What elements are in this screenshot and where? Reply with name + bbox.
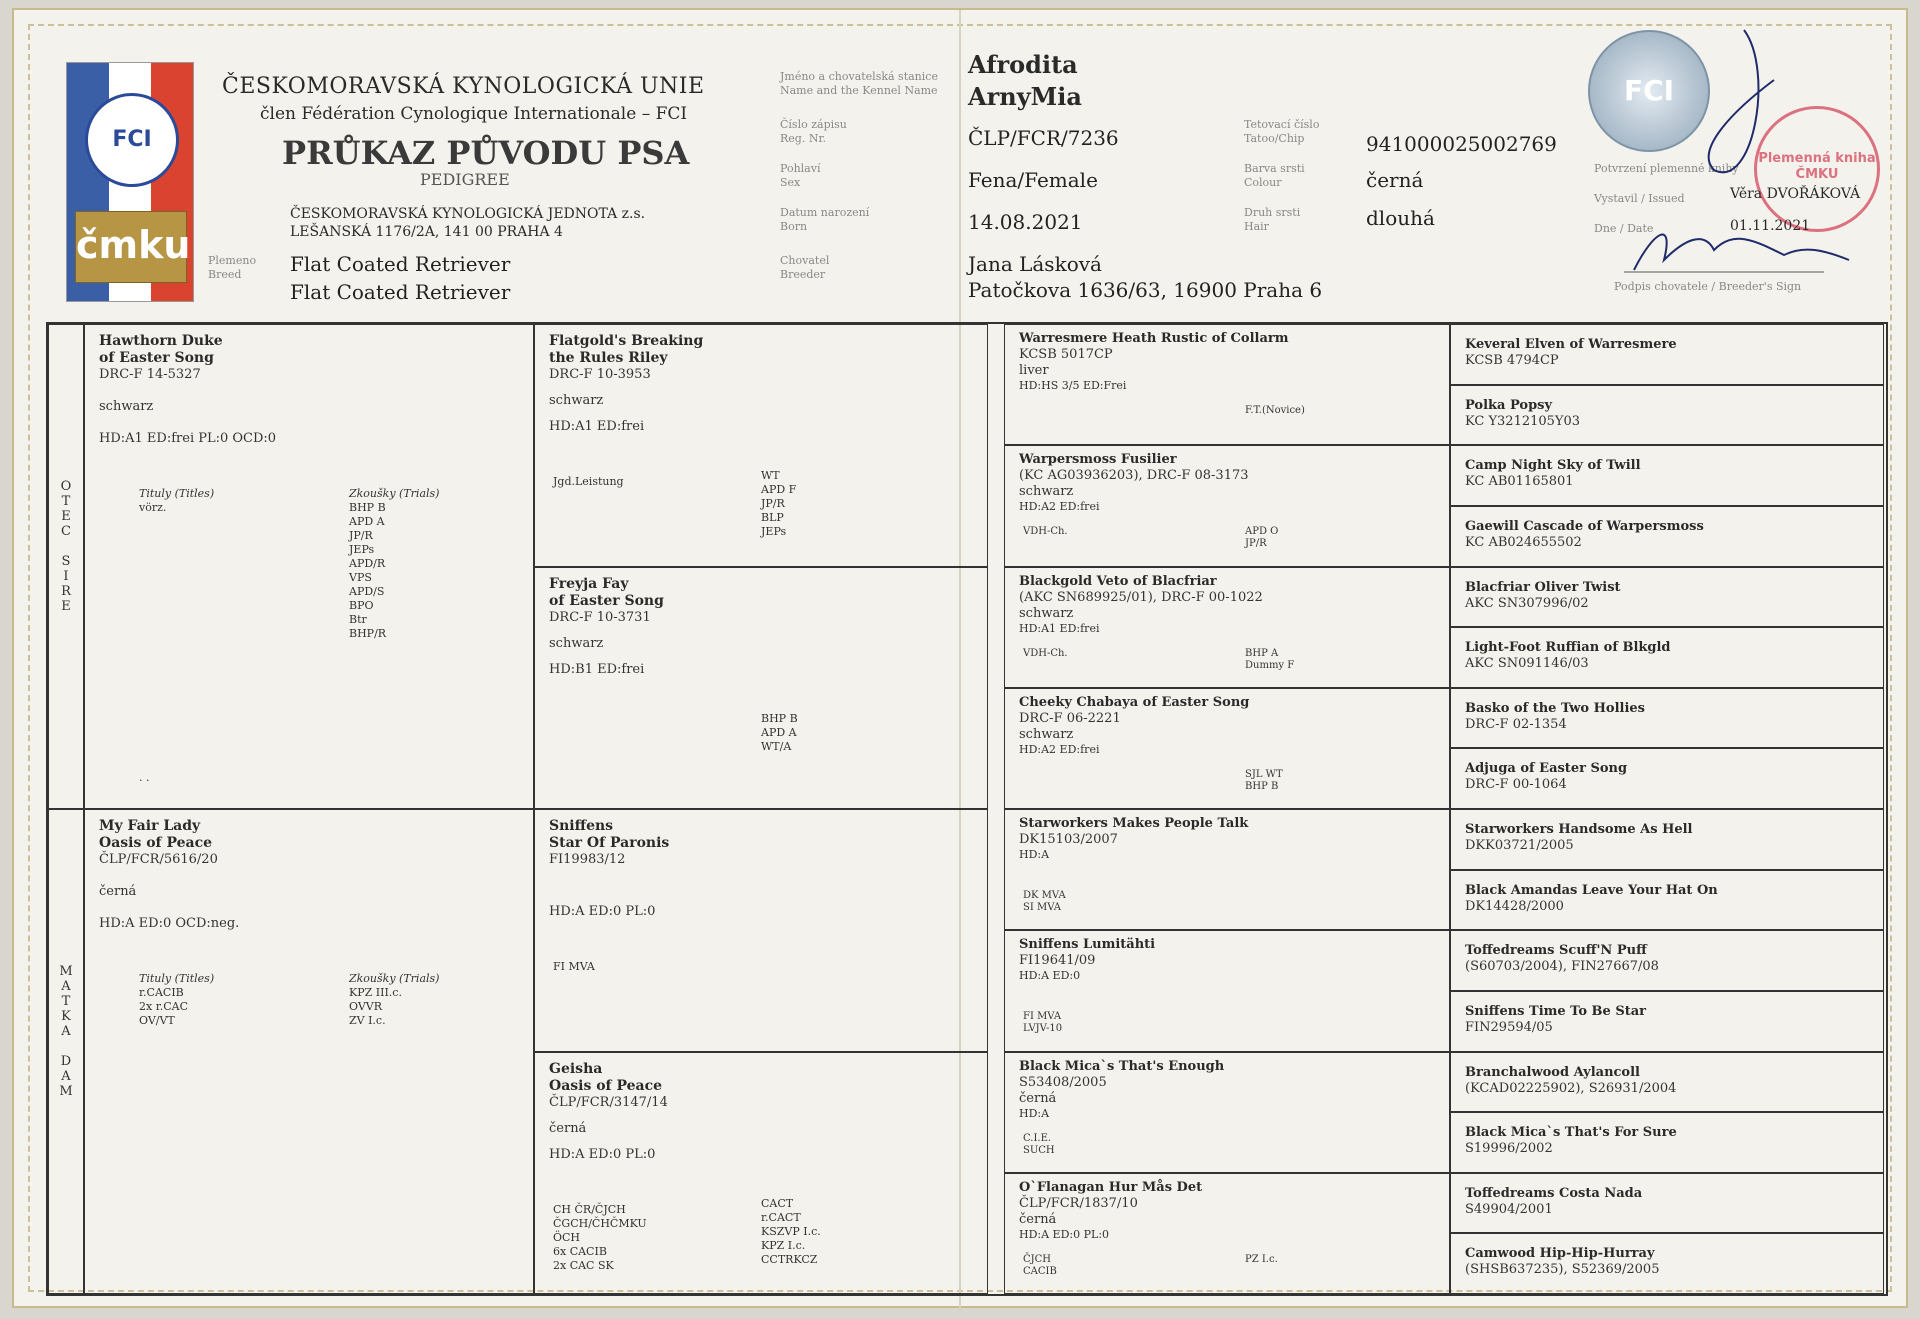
gen3-content (1019, 1180, 1441, 1242)
gen4-name: Keveral Elven of Warresmere (1465, 337, 1677, 352)
gen4-reg: KCSB 4794CP (1465, 353, 1559, 368)
gen3-right: PZ I.c. (1245, 1253, 1278, 1265)
gen4-content (1465, 943, 1875, 975)
gen3-colour: černá (1019, 1090, 1057, 1106)
dog-name-line1: Afrodita (968, 50, 1078, 79)
page-subtitle: PEDIGREE (420, 170, 510, 189)
label-born-cz: Datum narození (780, 206, 870, 219)
gen2-cell (534, 567, 988, 810)
gen4-content (1465, 458, 1875, 490)
gen2-reg: DRC-F 10-3731 (549, 609, 651, 625)
label-hair-cz: Druh srsti (1244, 206, 1301, 219)
gen4-name: Light-Foot Ruffian of Blkgld (1465, 640, 1671, 656)
gen2-cell (534, 809, 988, 1052)
gen2-colour: černá (549, 1120, 587, 1136)
gen3-cell (1004, 324, 1450, 445)
gen4-reg: S49904/2001 (1465, 1201, 1553, 1217)
gen3-reg: (KC AG03936203), DRC-F 08-3173 (1019, 468, 1249, 484)
gen4-name: Toffedreams Costa Nada (1465, 1185, 1643, 1201)
gen3-right: SJL WT BHP B (1245, 768, 1283, 792)
gen3-colour: schwarz (1019, 484, 1074, 500)
gen4-cell (1450, 1052, 1884, 1113)
gen3-content (1019, 937, 1441, 983)
gen4-name: Basko of the Two Hollies (1465, 700, 1645, 716)
stud-book-stamp: Plemenná kniha ČMKU (1754, 106, 1880, 232)
gen2-content (549, 1061, 979, 1163)
gen2-content (549, 333, 979, 435)
gen4-name: Camp Night Sky of Twill (1465, 458, 1641, 474)
label-issued: Vystavil / Issued (1594, 192, 1685, 205)
breeder-name: Jana Lásková (968, 252, 1102, 276)
gen4-reg: KC Y3212105Y03 (1465, 413, 1581, 429)
gen3-name: Starworkers Makes People Talk (1019, 816, 1249, 831)
gen4-cell (1450, 688, 1884, 749)
gen4-cell (1450, 567, 1884, 628)
gen3-colour: schwarz (1019, 605, 1074, 621)
gen2-cell (534, 324, 988, 567)
label-reg-en: Reg. Nr. (780, 132, 826, 145)
gen4-name: Black Amandas Leave Your Hat On (1465, 882, 1718, 898)
gen2-health: HD:A ED:0 PL:0 (549, 1146, 656, 1162)
gen4-cell (1450, 930, 1884, 991)
gen3-cell (1004, 1173, 1450, 1294)
gen4-reg: (S60703/2004), FIN27667/08 (1465, 959, 1659, 975)
gen3-right: F.T.(Novice) (1245, 405, 1305, 416)
gen4-reg: (SHSB637235), S52369/2005 (1465, 1262, 1660, 1278)
gen2-name: Freyja Fay of Easter Song (549, 575, 664, 609)
page-title: PRŮKAZ PŮVODU PSA (282, 134, 690, 172)
gen4-content (1465, 1246, 1875, 1278)
gen4-cell (1450, 809, 1884, 870)
gen3-left: ČJCH CACIB (1023, 1253, 1057, 1277)
gen3-health: HD:A2 ED:frei (1019, 500, 1100, 514)
gen4-content (1465, 580, 1875, 612)
gen1-sire-cell: Hawthorn Duke of Easter Song DRC-F 14-5327 schwarz HD:A1 ED:frei PL:0 OCD:0 Tituly (Titles) vörz. Zkoušky (Trials) BHP B APD A JP/R JEPs APD/R VPS APD/S BPO Btr BHP/R . . (84, 324, 534, 809)
gen4-cell (1450, 991, 1884, 1052)
breed-value-2: Flat Coated Retriever (290, 280, 511, 304)
gen2-right: WT APD F JP/R BLP JEPs (761, 469, 797, 538)
breed-label-cz: Plemeno (208, 254, 257, 267)
gen3-name: Cheeky Chabaya of Easter Song (1019, 694, 1250, 710)
label-name-cz: Jméno a chovatelská stanice (780, 70, 938, 83)
gen3-health: HD:HS 3/5 ED:Frei (1019, 379, 1127, 392)
pedigree-document (12, 8, 1908, 1308)
gen4-reg: (KCAD02225902), S26931/2004 (1465, 1080, 1677, 1096)
gen3-name: Black Mica`s That's Enough (1019, 1058, 1225, 1074)
gen4-content (1465, 1186, 1875, 1218)
gen1-sire-name: Hawthorn Duke of Easter Song (99, 333, 223, 366)
cmku-mark: čmku (75, 211, 187, 283)
gen3-name: Warpersmoss Fusilier (1019, 452, 1177, 468)
org-member: člen Fédération Cynologique Internationale – FCI (260, 104, 688, 124)
gen2-right: BHP B APD A WT/A (761, 711, 798, 753)
gen3-cell (1004, 809, 1450, 930)
gen4-cell (1450, 748, 1884, 809)
gen4-name: Sniffens Time To Be Star (1465, 1003, 1647, 1019)
gen4-cell (1450, 324, 1884, 385)
gen4-content (1465, 337, 1875, 369)
gen3-left: VDH-Ch. (1023, 647, 1068, 659)
gen3-content (1019, 452, 1441, 514)
gen4-content (1465, 398, 1875, 430)
gen3-health: HD:A ED:0 (1019, 969, 1081, 983)
gen4-content (1465, 761, 1875, 793)
gen2-colour (549, 878, 979, 894)
gen3-content (1019, 574, 1441, 636)
gen3-content (1019, 1059, 1441, 1121)
dog-chip: 941000025002769 (1366, 132, 1557, 156)
gen3-reg: ČLP/FCR/1837/10 (1019, 1195, 1138, 1211)
breed-label-en: Breed (208, 268, 242, 281)
gen2-reg: FI19983/12 (549, 852, 626, 867)
gen3-reg: DRC-F 06-2221 (1019, 710, 1121, 726)
gen3-cell (1004, 1052, 1450, 1173)
label-breeder-en: Breeder (780, 268, 826, 281)
gen2-content (549, 818, 979, 920)
gen3-name: Sniffens Lumitähti (1019, 937, 1156, 953)
gen3-content (1019, 331, 1441, 393)
gen4-reg: DKK03721/2005 (1465, 838, 1574, 853)
gen3-health: HD:A1 ED:frei (1019, 621, 1100, 635)
pedigree-table (46, 322, 1888, 1296)
gen3-reg: (AKC SN689925/01), DRC-F 00-1022 (1019, 589, 1263, 605)
label-colour-cz: Barva srsti (1244, 162, 1305, 175)
org-name: ČESKOMORAVSKÁ KYNOLOGICKÁ UNIE (222, 74, 705, 99)
label-reg-cz: Číslo zápisu (780, 118, 847, 131)
gen4-name: Blacfriar Oliver Twist (1465, 579, 1621, 595)
gen1-dam-name: My Fair Lady Oasis of Peace (99, 818, 213, 851)
issuer-line2: LEŠANSKÁ 1176/2A, 141 00 PRAHA 4 (290, 224, 563, 240)
gen4-cell (1450, 506, 1884, 567)
label-hair-en: Hair (1244, 220, 1269, 233)
gen4-name: Branchalwood Aylancoll (1465, 1064, 1640, 1080)
gen4-content (1465, 822, 1875, 854)
gen2-left: Jgd.Leistung (553, 475, 624, 488)
gen2-reg: ČLP/FCR/3147/14 (549, 1094, 668, 1110)
gen3-right: APD O JP/R (1245, 526, 1279, 550)
issuer-line1: ČESKOMORAVSKÁ KYNOLOGICKÁ JEDNOTA z.s. (290, 206, 646, 222)
gen3-left: FI MVA LVJV-10 (1023, 1011, 1063, 1035)
gen4-name: Adjuga of Easter Song (1465, 761, 1628, 777)
gen3-cell (1004, 930, 1450, 1051)
label-confirm: Potvrzení plemenné knihy (1594, 162, 1739, 175)
gen2-health: HD:A ED:0 PL:0 (549, 904, 656, 919)
gen4-content (1465, 640, 1875, 672)
label-tattoo-en: Tatoo/Chip (1244, 132, 1305, 145)
gen3-content (1019, 816, 1441, 862)
gen3-cell (1004, 688, 1450, 809)
label-name-en: Name and the Kennel Name (780, 84, 938, 97)
label-sex-cz: Pohlaví (780, 162, 821, 175)
gen3-colour: liver (1019, 363, 1049, 378)
gen4-cell (1450, 445, 1884, 506)
gen3-reg: DK15103/2007 (1019, 832, 1118, 847)
gen3-reg: KCSB 5017CP (1019, 347, 1113, 362)
dog-born: 14.08.2021 (968, 210, 1083, 234)
gen4-cell (1450, 627, 1884, 688)
gen2-health: HD:B1 ED:frei (549, 661, 645, 677)
gen2-cell (534, 1052, 988, 1295)
label-tattoo-cz: Tetovací číslo (1244, 118, 1320, 131)
dog-name-line2: ArnyMia (968, 82, 1082, 111)
gen2-colour: schwarz (549, 635, 604, 651)
gen3-left: VDH-Ch. (1023, 526, 1068, 538)
label-date: Dne / Date (1594, 222, 1654, 235)
gen3-name: Blackgold Veto of Blacfriar (1019, 573, 1217, 589)
gen4-cell (1450, 1112, 1884, 1173)
fci-hologram-seal: FCI (1588, 30, 1710, 152)
gen3-health: HD:A ED:0 PL:0 (1019, 1227, 1110, 1241)
dog-hair: dlouhá (1366, 206, 1435, 230)
gen4-content (1465, 519, 1875, 551)
gen3-cell (1004, 567, 1450, 688)
gen3-health: HD:A (1019, 848, 1050, 861)
sire-side-label: O T E C S I R E (60, 479, 72, 614)
label-breeder-sign: Podpis chovatele / Breeder's Sign (1614, 280, 1802, 293)
gen2-name: Geisha Oasis of Peace (549, 1060, 663, 1094)
breed-value-1: Flat Coated Retriever (290, 252, 511, 276)
issuer-name: Věra DVOŘÁKOVÁ (1730, 186, 1861, 202)
gen4-cell (1450, 385, 1884, 446)
cmku-logo (66, 62, 194, 302)
gen4-name: Black Mica`s That's For Sure (1465, 1125, 1677, 1141)
gen4-name: Gaewill Cascade of Warpersmoss (1465, 518, 1704, 534)
gen3-reg: S53408/2005 (1019, 1074, 1107, 1090)
gen4-content (1465, 1065, 1875, 1097)
gen4-content (1465, 883, 1875, 915)
gen3-cell (1004, 445, 1450, 566)
gen2-health: HD:A1 ED:frei (549, 419, 645, 434)
gen4-reg: KC AB01165801 (1465, 474, 1574, 490)
gen4-content (1465, 701, 1875, 733)
gen3-health: HD:A2 ED:frei (1019, 742, 1100, 756)
gen4-cell (1450, 870, 1884, 931)
gen3-name: O`Flanagan Hur Mås Det (1019, 1179, 1203, 1195)
issue-date: 01.11.2021 (1730, 218, 1811, 234)
gen4-reg: DRC-F 00-1064 (1465, 777, 1567, 793)
gen3-colour: schwarz (1019, 726, 1074, 742)
gen4-reg: DK14428/2000 (1465, 898, 1564, 914)
gen2-content (549, 576, 979, 678)
gen4-name: Camwood Hip-Hip-Hurray (1465, 1246, 1655, 1262)
gen4-content (1465, 1004, 1875, 1036)
dog-colour: černá (1366, 168, 1424, 192)
breeder-signature (1624, 10, 1864, 280)
gen1-dam-cell: My Fair Lady Oasis of Peace ČLP/FCR/5616/20 černá HD:A ED:0 OCD:neg. Tituly (Titles) r.CACIB 2x r.CAC OV/VT Zkoušky (Trials) KPZ III.c. OVVR ZV I.c. (84, 809, 534, 1294)
breeder-address: Patočkova 1636/63, 16900 Praha 6 (968, 278, 1323, 302)
gen4-cell (1450, 1233, 1884, 1294)
gen3-health: HD:A (1019, 1106, 1050, 1120)
gen4-reg: KC AB024655502 (1465, 534, 1582, 550)
gen3-colour: černá (1019, 1211, 1057, 1227)
gen2-name: Sniffens Star Of Paronis (549, 818, 670, 851)
gen4-cell (1450, 1173, 1884, 1234)
dam-side-label: M A T K A D A M (59, 964, 73, 1099)
gen2-colour: schwarz (549, 393, 604, 408)
dog-sex: Fena/Female (968, 168, 1098, 192)
gen2-left: FI MVA (553, 960, 595, 973)
label-sex-en: Sex (780, 176, 801, 189)
gen4-reg: S19996/2002 (1465, 1141, 1553, 1157)
gen2-left: CH ČR/ČJCH ČGCH/ČHČMKU ÖCH 6x CACIB 2x CAC SK (553, 1202, 647, 1272)
gen3-reg: FI19641/09 (1019, 953, 1096, 969)
gen4-name: Polka Popsy (1465, 397, 1553, 413)
gen3-content (1019, 695, 1441, 757)
label-colour-en: Colour (1244, 176, 1282, 189)
gen2-name: Flatgold's Breaking the Rules Riley (549, 333, 704, 366)
fci-emblem: FCI (85, 93, 179, 187)
gen3-left: C.I.E. SUCH (1023, 1132, 1055, 1156)
gen2-reg: DRC-F 10-3953 (549, 367, 651, 382)
gen4-reg: AKC SN091146/03 (1465, 656, 1589, 672)
label-breeder-cz: Chovatel (780, 254, 830, 267)
gen4-reg: DRC-F 02-1354 (1465, 716, 1567, 732)
gen4-name: Starworkers Handsome As Hell (1465, 822, 1693, 837)
gen2-right: CACT r.CACT KSZVP I.c. KPZ I.c. CCTRKCZ (761, 1196, 821, 1266)
gen4-reg: FIN29594/05 (1465, 1019, 1553, 1035)
gen3-left: DK MVA SI MVA (1023, 890, 1066, 913)
gen4-name: Toffedreams Scuff'N Puff (1465, 943, 1647, 959)
label-born-en: Born (780, 220, 808, 233)
gen3-name: Warresmere Heath Rustic of Collarm (1019, 331, 1289, 346)
gen4-content (1465, 1125, 1875, 1157)
dog-reg-number: ČLP/FCR/7236 (968, 126, 1119, 150)
gen4-reg: AKC SN307996/02 (1465, 595, 1589, 611)
gen3-right: BHP A Dummy F (1245, 647, 1295, 671)
